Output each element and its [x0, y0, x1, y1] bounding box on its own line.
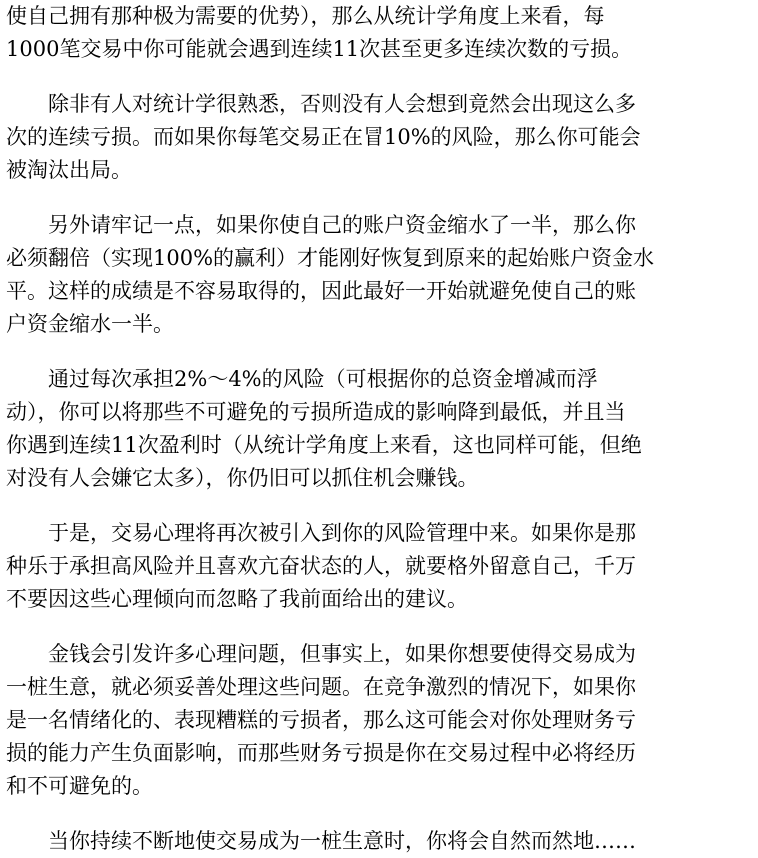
text-line: 动），你可以将那些不可避免的亏损所造成的影响降到最低，并且当 [6, 400, 626, 424]
paragraph-7 [6, 825, 754, 858]
text-line: 平。这样的成绩是不容易取得的，因此最好一开始就避免使自己的账 [6, 279, 636, 303]
text-line: 当你持续不断地使交易成为一桩生意时，你将会自然而然地…… [48, 829, 636, 853]
paragraph-1 [6, 0, 754, 66]
paragraph-6 [6, 638, 754, 803]
text-line: 是一名情绪化的、表现糟糕的亏损者，那么这可能会对你处理财务亏 [6, 708, 636, 732]
paragraph-3 [6, 209, 754, 341]
text-line: 被淘汰出局。 [6, 158, 132, 182]
text-line: 不要因这些心理倾向而忽略了我前面给出的建议。 [6, 587, 468, 611]
text-line: 次的连续亏损。而如果你每笔交易正在冒10%的风险，那么你可能会 [6, 125, 641, 149]
text-line: 种乐于承担高风险并且喜欢亢奋状态的人，就要格外留意自己，千万 [6, 554, 636, 578]
text-line: 户资金缩水一半。 [6, 312, 174, 336]
text-line: 1000笔交易中你可能就会遇到连续11次甚至更多连续次数的亏损。 [6, 37, 633, 61]
text-line: 于是，交易心理将再次被引入到你的风险管理中来。如果你是那 [48, 521, 636, 545]
text-line: 和不可避免的。 [6, 774, 153, 798]
text-line: 金钱会引发许多心理问题，但事实上，如果你想要使得交易成为 [48, 642, 636, 666]
text-line: 使自己拥有那种极为需要的优势），那么从统计学角度上来看，每 [6, 4, 605, 28]
text-line: 必须翻倍（实现100%的赢利）才能刚好恢复到原来的起始账户资金水 [6, 246, 655, 270]
paragraph-5 [6, 517, 754, 616]
text-line: 损的能力产生负面影响，而那些财务亏损是你在交易过程中必将经历 [6, 741, 636, 765]
document-page [6, 0, 754, 858]
text-line: 对没有人会嫌它太多），你仍旧可以抓住机会赚钱。 [6, 466, 479, 490]
text-line: 通过每次承担2%～4%的风险（可根据你的总资金增减而浮 [48, 367, 598, 391]
text-line: 你遇到连续11次盈利时（从统计学角度上来看，这也同样可能，但绝 [6, 433, 642, 457]
paragraph-2 [6, 88, 754, 187]
text-line: 一桩生意，就必须妥善处理这些问题。在竞争激烈的情况下，如果你 [6, 675, 636, 699]
text-line: 另外请牢记一点，如果你使自己的账户资金缩水了一半，那么你 [48, 213, 636, 237]
paragraph-4 [6, 363, 754, 495]
text-line: 除非有人对统计学很熟悉，否则没有人会想到竟然会出现这么多 [48, 92, 636, 116]
